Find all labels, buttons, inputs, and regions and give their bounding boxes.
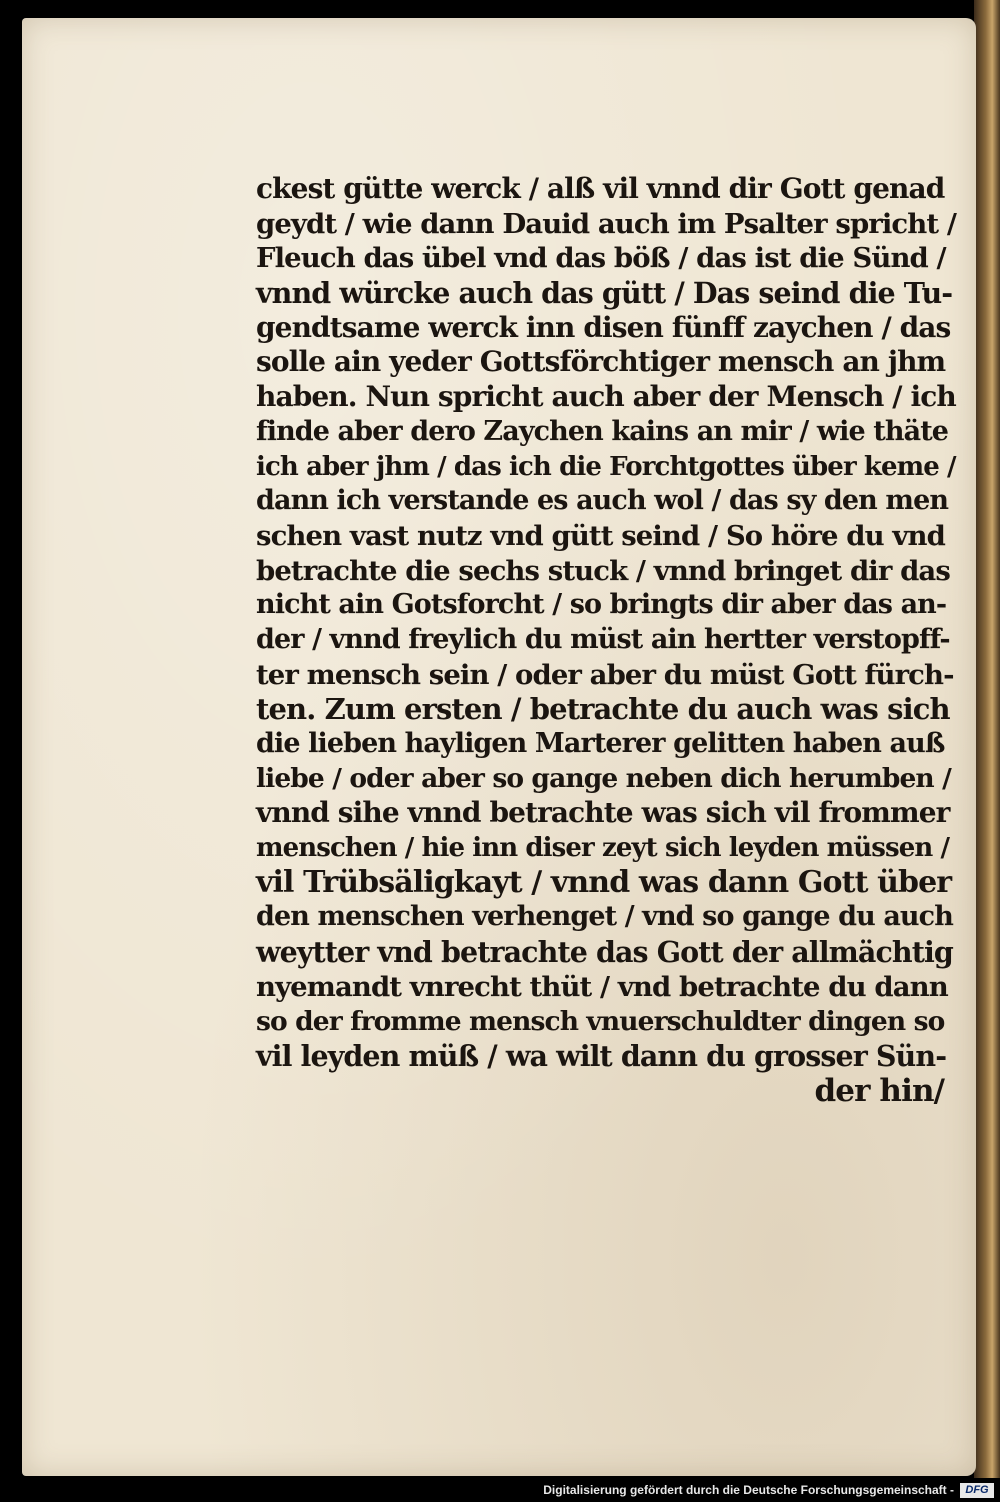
text-line: gendtsame werck inn disen fünff zaychen / das bbox=[256, 310, 951, 344]
text-line: haben. Nun spricht auch aber der Mensch / ich bbox=[256, 380, 956, 414]
text-line: vnnd würcke auch das gütt / Das seind die Tu- bbox=[256, 276, 953, 311]
text-line: ter mensch sein / oder aber du müst Gott fürch- bbox=[256, 658, 954, 691]
text-line: weytter vnd betrachte das Gott der allmächtig bbox=[256, 935, 953, 970]
text-line: so der fromme mensch vnuerschuldter dingen so bbox=[256, 1005, 945, 1037]
dfg-logo-icon: DFG bbox=[960, 1483, 994, 1498]
text-line: finde aber dero Zaychen kains an mir / wie thäte bbox=[256, 415, 949, 447]
footer-bar bbox=[0, 1480, 1000, 1502]
text-line: den menschen verhenget / vnd so gange du auch bbox=[256, 901, 953, 933]
text-line: vil Trübsäligkayt / vnnd was dann Gott über bbox=[256, 864, 952, 900]
text-line: Fleuch das übel vnd das böß / das ist die Sünd / bbox=[256, 242, 946, 275]
text-line: die lieben hayligen Marterer gelitten haben auß bbox=[256, 728, 945, 759]
text-line: vil leyden müß / wa wilt dann du grosser Sün- bbox=[256, 1039, 947, 1074]
text-line: menschen / hie inn diser zeyt sich leyden müssen / bbox=[256, 833, 950, 864]
text-line: schen vast nutz vnd gütt seind / So höre du vnd bbox=[256, 519, 945, 552]
text-line: solle ain yeder Gottsförchtiger mensch an jhm bbox=[256, 345, 946, 379]
text-line: der / vnnd freylich du müst ain hertter verstopff- bbox=[256, 623, 950, 655]
page-text-block bbox=[256, 172, 956, 1109]
text-line: liebe / oder aber so gange neben dich herumben / bbox=[256, 762, 951, 794]
text-line: nicht ain Gotsforcht / so bringts dir aber das an- bbox=[256, 589, 947, 621]
text-line: betrachte die sechs stuck / vnnd bringet dir das bbox=[256, 554, 950, 587]
text-line: ten. Zum ersten / betrachte du auch was sich bbox=[256, 692, 950, 727]
text-line: nyemandt vnrecht thüt / vnd betrachte du dann bbox=[256, 970, 948, 1003]
text-line: vnnd sihe vnnd betrachte was sich vil frommer bbox=[256, 796, 950, 830]
text-line: ckest gütte werck / alß vil vnnd dir Gott genad bbox=[256, 172, 945, 205]
funding-credit: Digitalisierung gefördert durch die Deutsche Forschungsgemeinschaft - bbox=[543, 1483, 954, 1497]
book-spine-edge bbox=[974, 0, 1000, 1478]
catchword: der hin/ bbox=[814, 1072, 944, 1109]
text-line: geydt / wie dann Dauid auch im Psalter spricht / bbox=[256, 207, 956, 240]
text-line: dann ich verstande es auch wol / das sy den men bbox=[256, 485, 949, 517]
text-line: ich aber jhm / das ich die Forchtgottes über keme / bbox=[256, 451, 956, 482]
